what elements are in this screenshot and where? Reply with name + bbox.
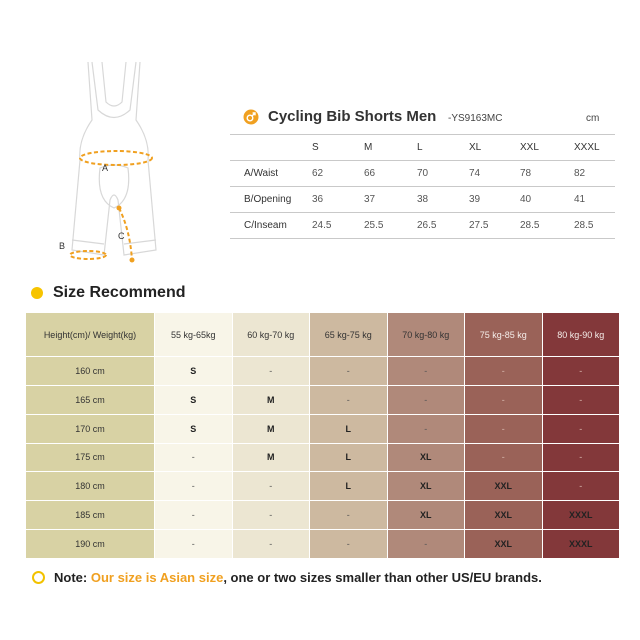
size-cell: - bbox=[387, 414, 465, 443]
inseam-dot bbox=[130, 258, 135, 263]
dimensions-row bbox=[230, 161, 615, 187]
size-header: XXL bbox=[510, 135, 564, 161]
dimension-value: 24.5 bbox=[302, 213, 354, 239]
size-row bbox=[26, 443, 620, 472]
weight-header: 60 kg-70 kg bbox=[232, 313, 310, 357]
waist-marker bbox=[80, 151, 152, 165]
dimensions-table bbox=[230, 134, 615, 239]
unit-label: cm bbox=[586, 113, 600, 124]
weight-header: 55 kg-65kg bbox=[155, 313, 233, 357]
dimensions-row bbox=[230, 213, 615, 239]
note-suffix: , one or two sizes smaller than other US/EU brands. bbox=[223, 570, 542, 585]
height-label: 190 cm bbox=[26, 530, 155, 559]
size-cell: XL bbox=[387, 443, 465, 472]
dimension-value: 25.5 bbox=[354, 213, 407, 239]
size-cell: - bbox=[310, 530, 388, 559]
size-header: M bbox=[354, 135, 407, 161]
weight-header: 75 kg-85 kg bbox=[465, 313, 543, 357]
dimension-value: 66 bbox=[354, 161, 407, 187]
size-recommend-table bbox=[25, 312, 620, 559]
size-cell: - bbox=[310, 501, 388, 530]
height-label: 180 cm bbox=[26, 472, 155, 501]
dimension-value: 26.5 bbox=[407, 213, 459, 239]
dimension-value: 28.5 bbox=[510, 213, 564, 239]
label-b: B bbox=[59, 241, 66, 251]
size-cell: - bbox=[465, 443, 543, 472]
size-note bbox=[32, 570, 542, 585]
weight-header: 70 kg-80 kg bbox=[387, 313, 465, 357]
weight-header: 65 kg-75 kg bbox=[310, 313, 388, 357]
size-cell: - bbox=[155, 472, 233, 501]
size-cell: M bbox=[232, 443, 310, 472]
size-cell: XXXL bbox=[542, 501, 620, 530]
size-cell: - bbox=[465, 385, 543, 414]
size-cell: - bbox=[387, 530, 465, 559]
section-dot-icon bbox=[31, 287, 43, 299]
dimension-value: 78 bbox=[510, 161, 564, 187]
height-label: 185 cm bbox=[26, 501, 155, 530]
dimension-value: 28.5 bbox=[564, 213, 615, 239]
size-cell: - bbox=[542, 385, 620, 414]
dimension-value: 62 bbox=[302, 161, 354, 187]
note-ring-icon bbox=[32, 571, 45, 584]
size-cell: - bbox=[155, 501, 233, 530]
size-cell: S bbox=[155, 414, 233, 443]
size-header-row bbox=[26, 313, 620, 357]
size-row bbox=[26, 530, 620, 559]
size-cell: - bbox=[310, 385, 388, 414]
size-cell: M bbox=[232, 414, 310, 443]
size-row bbox=[26, 385, 620, 414]
size-cell: - bbox=[542, 414, 620, 443]
size-cell: - bbox=[232, 357, 310, 386]
height-label: 170 cm bbox=[26, 414, 155, 443]
size-cell: - bbox=[465, 414, 543, 443]
weight-header: 80 kg-90 kg bbox=[542, 313, 620, 357]
size-cell: S bbox=[155, 385, 233, 414]
height-label: 160 cm bbox=[26, 357, 155, 386]
size-cell: XL bbox=[387, 472, 465, 501]
corner-header: Height(cm)/ Weight(kg) bbox=[26, 313, 155, 357]
height-label: 175 cm bbox=[26, 443, 155, 472]
dimension-value: 38 bbox=[407, 187, 459, 213]
size-row bbox=[26, 472, 620, 501]
size-cell: XXL bbox=[465, 472, 543, 501]
dimension-value: 70 bbox=[407, 161, 459, 187]
size-cell: - bbox=[155, 530, 233, 559]
dimension-value: 82 bbox=[564, 161, 615, 187]
dimension-value: 39 bbox=[459, 187, 510, 213]
size-cell: XXL bbox=[465, 501, 543, 530]
size-cell: - bbox=[542, 357, 620, 386]
size-cell: - bbox=[232, 472, 310, 501]
dimensions-header-row bbox=[230, 135, 615, 161]
size-cell: - bbox=[310, 357, 388, 386]
dimension-value: 74 bbox=[459, 161, 510, 187]
size-cell: XXXL bbox=[542, 530, 620, 559]
dimension-label: A/Waist bbox=[230, 161, 302, 187]
size-cell: XXL bbox=[465, 530, 543, 559]
dimensions-row bbox=[230, 187, 615, 213]
size-recommend-title: Size Recommend bbox=[53, 284, 186, 301]
size-cell: M bbox=[232, 385, 310, 414]
size-cell: - bbox=[387, 385, 465, 414]
inseam-dot bbox=[117, 206, 122, 211]
size-cell: S bbox=[155, 357, 233, 386]
dimension-label: B/Opening bbox=[230, 187, 302, 213]
size-cell: L bbox=[310, 443, 388, 472]
size-cell: - bbox=[232, 501, 310, 530]
size-header: XXXL bbox=[564, 135, 615, 161]
male-symbol-icon bbox=[243, 109, 259, 125]
note-highlight: Our size is Asian size bbox=[90, 570, 224, 585]
dimension-value: 40 bbox=[510, 187, 564, 213]
note-prefix: Note: bbox=[54, 570, 88, 585]
dimension-value: 27.5 bbox=[459, 213, 510, 239]
size-header: L bbox=[407, 135, 459, 161]
size-row bbox=[26, 414, 620, 443]
size-cell: - bbox=[542, 443, 620, 472]
dimension-value: 41 bbox=[564, 187, 615, 213]
product-title: Cycling Bib Shorts Men bbox=[268, 108, 437, 125]
dimension-value: 37 bbox=[354, 187, 407, 213]
size-cell: - bbox=[465, 357, 543, 386]
size-cell: - bbox=[155, 443, 233, 472]
size-cell: - bbox=[542, 472, 620, 501]
size-cell: L bbox=[310, 472, 388, 501]
size-header: S bbox=[302, 135, 354, 161]
label-a: A bbox=[102, 163, 109, 173]
size-cell: - bbox=[387, 357, 465, 386]
size-header: XL bbox=[459, 135, 510, 161]
size-cell: - bbox=[232, 530, 310, 559]
size-cell: XL bbox=[387, 501, 465, 530]
bib-shorts-illustration bbox=[40, 50, 190, 275]
dimension-label: C/Inseam bbox=[230, 213, 302, 239]
size-cell: L bbox=[310, 414, 388, 443]
size-row bbox=[26, 357, 620, 386]
height-label: 165 cm bbox=[26, 385, 155, 414]
size-row bbox=[26, 501, 620, 530]
label-c: C bbox=[118, 231, 125, 241]
dimensions-corner bbox=[230, 135, 302, 161]
product-code: -YS9163MC bbox=[448, 113, 503, 124]
dimension-value: 36 bbox=[302, 187, 354, 213]
